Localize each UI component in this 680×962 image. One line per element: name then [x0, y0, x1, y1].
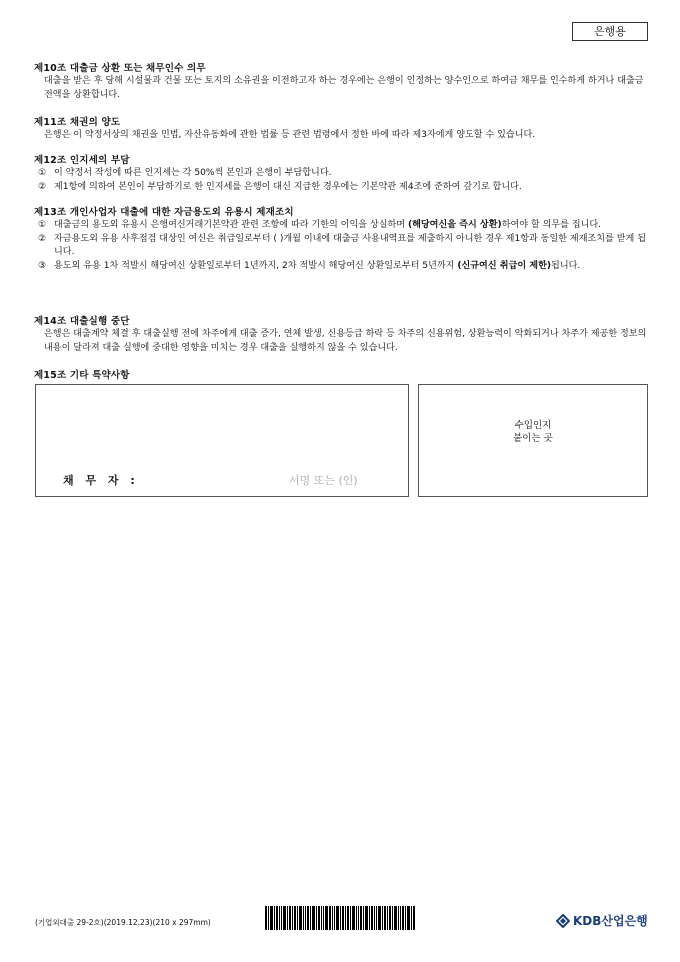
- article-13: [34, 206, 648, 273]
- item-text: 됩니다.: [551, 260, 581, 271]
- form-code: (기업외대출 29-2호)(2019.12.23)(210 x 297mm): [35, 918, 211, 927]
- article-13-item: [34, 233, 648, 260]
- article-12-item: [34, 181, 648, 195]
- item-text: 이 약정서 작성에 따른 인지세는 각 50%씩 본인과 은행이 부담합니다.: [54, 168, 332, 178]
- article-15-title: 제15조 기타 특약사항: [34, 370, 130, 381]
- kdb-logo: [556, 912, 648, 929]
- item-text: 용도외 유용 1차 적발시 해당여신 상환일로부터 1년까지, 2차 적발시 해당여신 상환일로부터 5년까지: [54, 260, 458, 271]
- article-13-title: 제13조 개인사업자 대출에 대한 자금용도외 유용시 제재조치: [34, 207, 294, 218]
- revenue-stamp-label: [419, 419, 647, 445]
- item-text: 대출금의 용도외 유용시 은행여신거래기본약관 관련 조항에 따라 기한의 이익을 상실하며: [54, 220, 408, 230]
- article-14: [34, 315, 648, 355]
- barcode: [265, 906, 415, 930]
- kdb-logo-icon: [556, 914, 570, 928]
- item-text: 하여야 할 의무를 집니다.: [501, 220, 602, 230]
- article-11-body: 은행은 이 약정서상의 채권을 민법, 자산유동화에 관한 법률 등 관련 법령에서 정한 바에 따라 제3자에게 양도할 수 있습니다.: [44, 130, 536, 140]
- item-number: ①: [38, 168, 47, 178]
- item-number: ②: [38, 181, 47, 192]
- signature-field[interactable]: 서명 또는 (인): [289, 474, 358, 487]
- debtor-label: 채 무 자 :: [63, 474, 139, 487]
- article-10-body: 대출을 받은 후 당해 시설물과 건물 또는 토지의 소유권을 이전하고자 하는 경우에는 은행이 인정하는 양수인으로 하여금 채무를 인수하게 하거나 대출금 전액을 상환합니다.: [44, 76, 644, 100]
- article-15: [34, 369, 648, 382]
- item-emphasis: (해당여신을 즉시 상환): [407, 220, 502, 230]
- article-12: [34, 154, 648, 194]
- item-emphasis: (신규여신 취급이 제한): [457, 260, 552, 271]
- article-10-title: 제10조 대출금 상환 또는 채무인수 의무: [34, 63, 206, 74]
- item-number: ③: [38, 260, 47, 271]
- article-13-item: [34, 260, 648, 274]
- stamp-line-1: 수입인지: [514, 420, 552, 431]
- article-13-item: [34, 219, 648, 233]
- article-12-title: 제12조 인지세의 부담: [34, 155, 130, 166]
- item-number: ②: [38, 233, 47, 244]
- item-text: 자금용도외 유용 사후점검 대상인 여신은 취급일로부터 ( )개월 이내에 대출금 사용내역표를 제출하지 아니한 경우 제1항과 동일한 제재조치를 받게 됩니다.: [54, 233, 646, 257]
- item-text: 제1항에 의하여 본인이 부담하기로 한 인지세를 은행이 대신 지급한 경우에는 기본약관 제4조에 준하여 갚기로 합니다.: [54, 181, 522, 192]
- article-10: [34, 62, 648, 102]
- article-11-title: 제11조 채권의 양도: [34, 117, 121, 128]
- bank-copy-tag: 은행용: [572, 22, 648, 41]
- article-12-item: [34, 167, 648, 181]
- item-number: ①: [38, 220, 47, 230]
- article-14-title: 제14조 대출실행 중단: [34, 316, 130, 327]
- revenue-stamp-box: [418, 384, 648, 497]
- stamp-line-2: 붙이는 곳: [513, 433, 553, 444]
- kdb-logo-text: KDB산업은행: [573, 914, 648, 928]
- article-11: [34, 116, 648, 143]
- article-14-body: 은행은 대출계약 체결 후 대출실행 전에 차주에게 대출 증가, 연체 발생, 신용등급 하락 등 차주의 신용위험, 상환능력이 악화되거나 차주가 제공한 정보의 내용이 달라져 대출 실행에 중대한 영향을 미치는 경우 대출을 실행하지 않을 수 있습니다.: [44, 329, 647, 353]
